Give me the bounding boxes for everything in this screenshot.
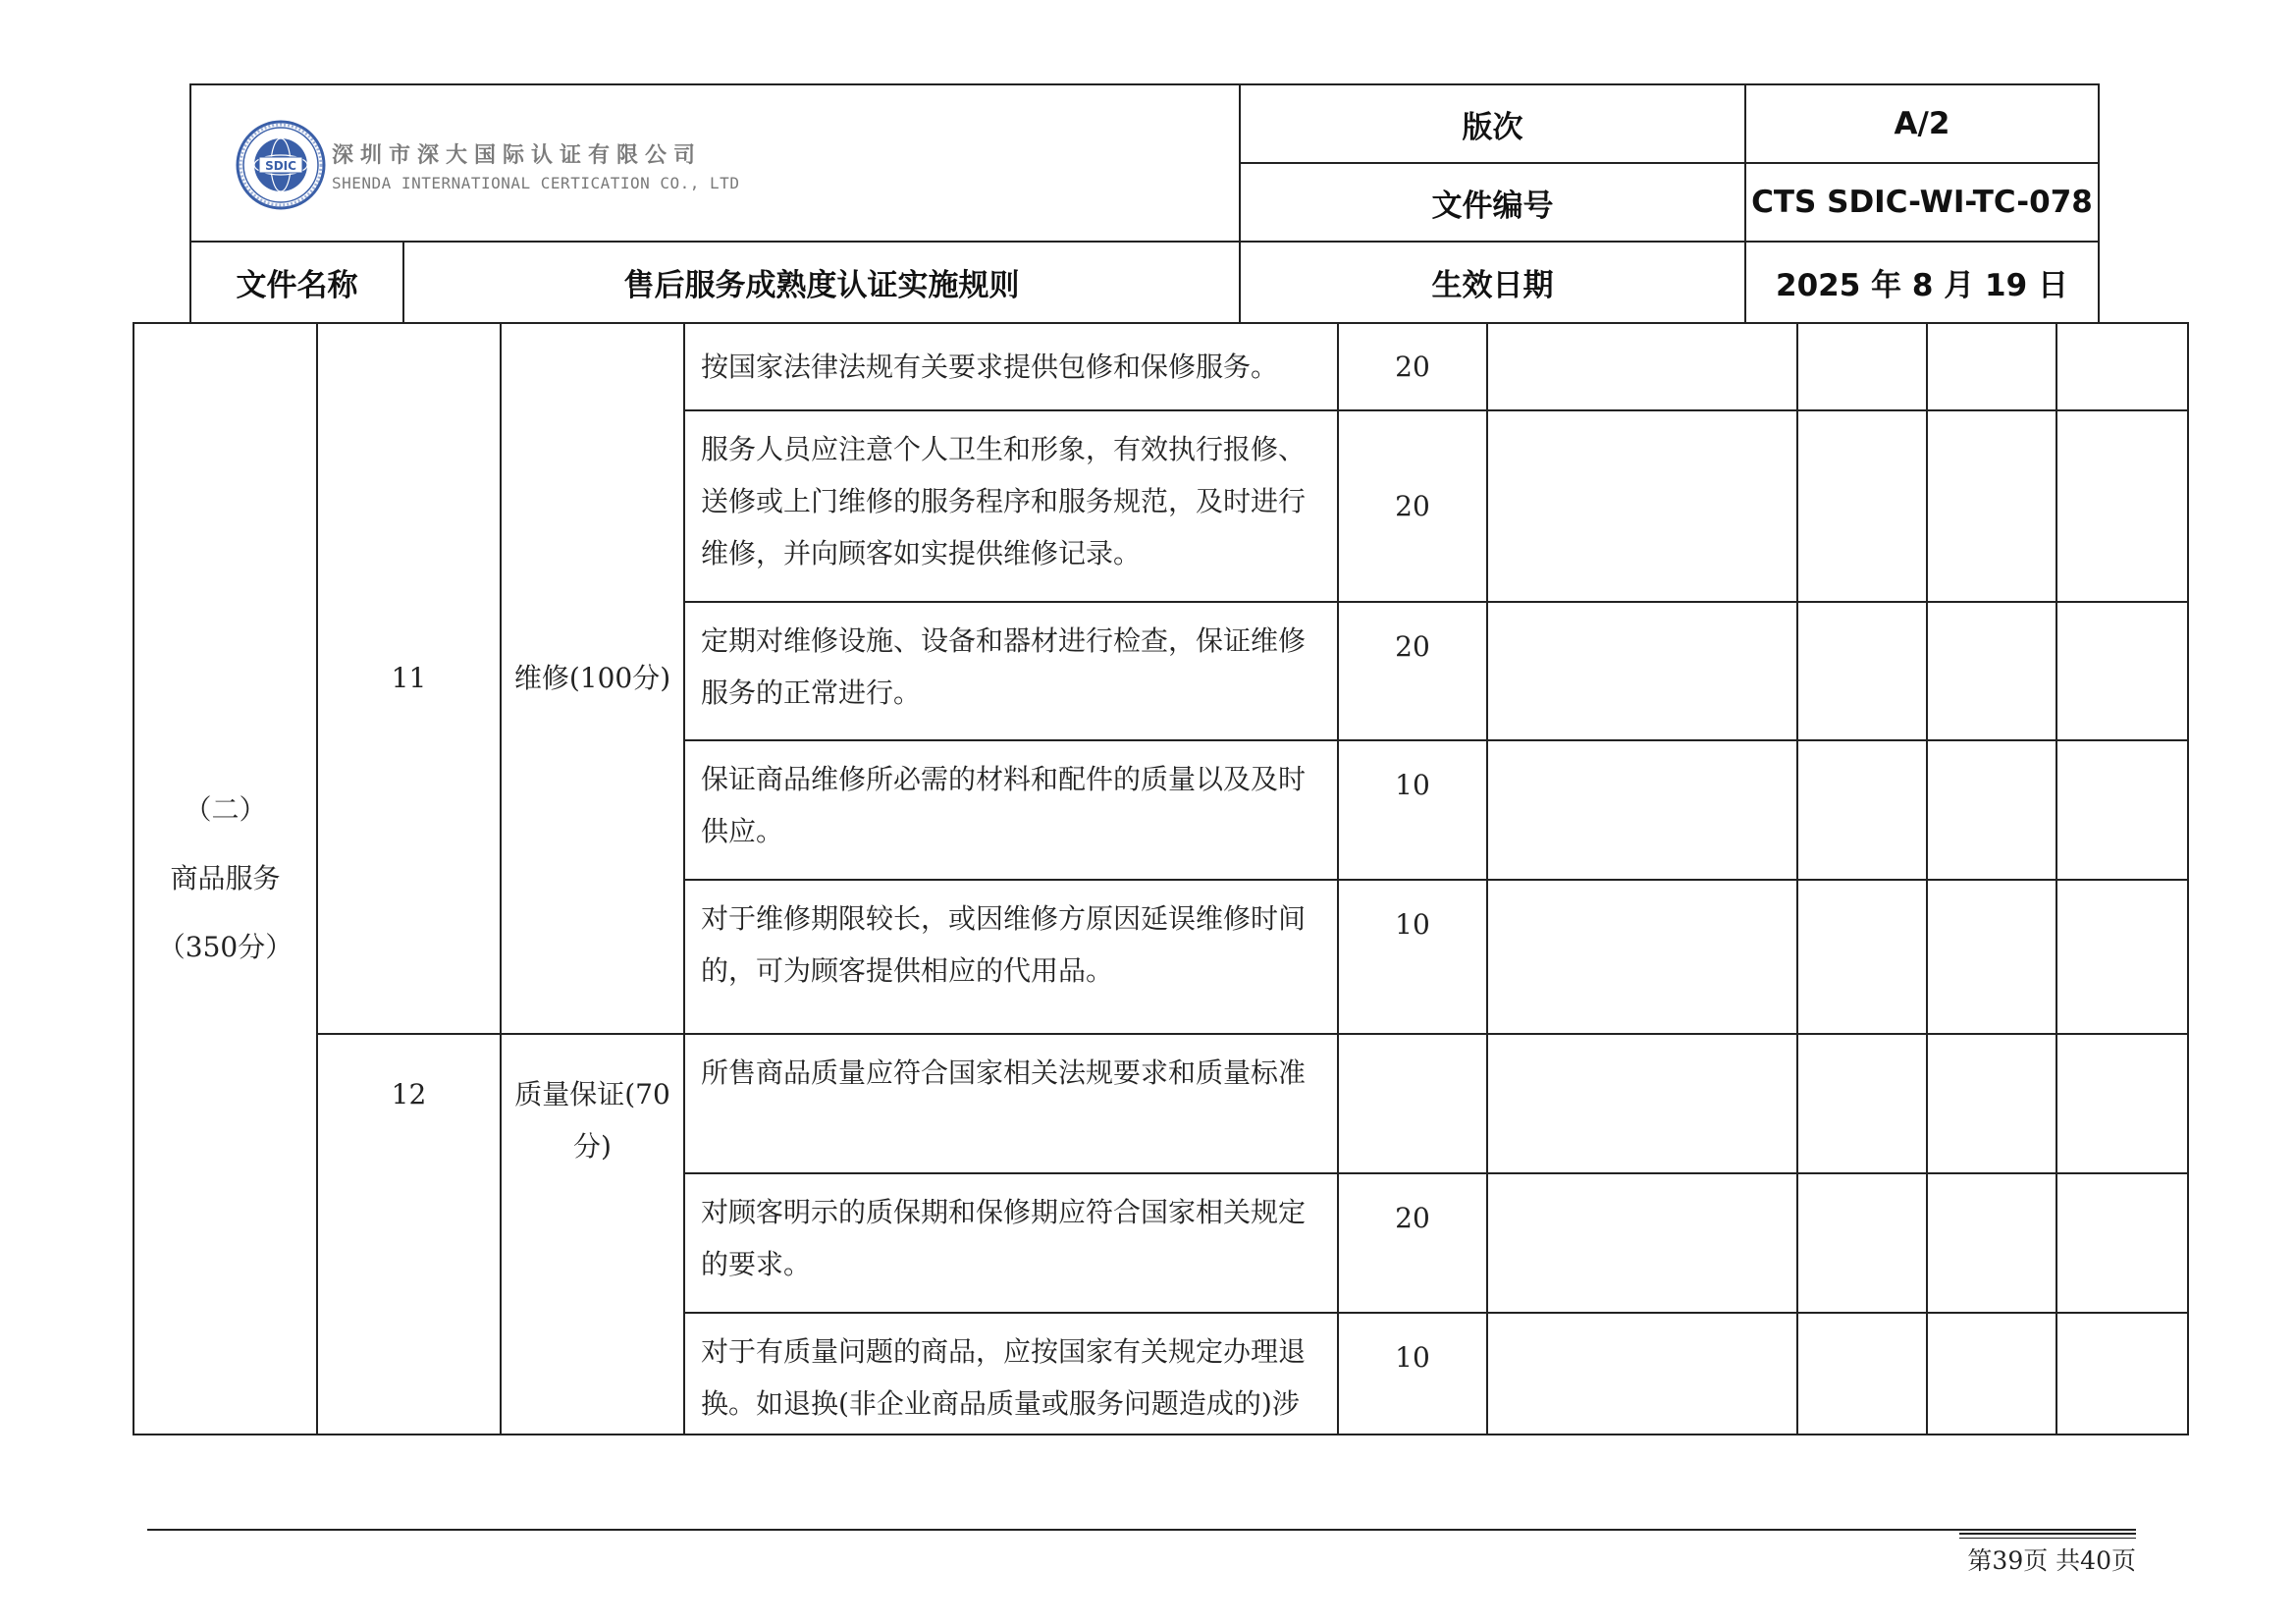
doc-number-label: 文件编号 — [1240, 163, 1745, 242]
company-logo — [236, 120, 739, 210]
blank-cell — [1487, 880, 1797, 1034]
table-row — [133, 323, 2188, 410]
effective-date-label: 生效日期 — [1240, 242, 1745, 323]
blank-cell — [2056, 740, 2188, 880]
company-name-en: SHENDA INTERNATIONAL CERTICATION CO., LTD — [332, 173, 740, 192]
blank-cell — [1797, 1034, 1927, 1173]
blank-cell — [2056, 1034, 2188, 1173]
blank-cell — [1487, 1034, 1797, 1173]
item-number: 12 — [317, 1034, 501, 1435]
requirement-text: 定期对维修设施、设备和器材进行检查，保证维修服务的正常进行。 — [684, 602, 1338, 740]
blank-cell — [2056, 410, 2188, 602]
category-points: （350分） — [157, 931, 294, 963]
requirement-text: 对顾客明示的质保期和保修期应符合国家相关规定的要求。 — [684, 1173, 1338, 1313]
requirement-text: 按国家法律法规有关要求提供包修和保修服务。 — [684, 323, 1338, 410]
blank-cell — [1487, 323, 1797, 410]
seal-abbr: SDIC — [265, 159, 296, 173]
table-row — [133, 1034, 2188, 1173]
item-number: 11 — [317, 323, 501, 1034]
blank-cell — [1487, 740, 1797, 880]
blank-cell — [1487, 1313, 1797, 1435]
blank-cell — [1797, 602, 1927, 740]
edition-value: A/2 — [1745, 84, 2099, 163]
score-value: 20 — [1338, 323, 1487, 410]
requirement-text: 保证商品维修所必需的材料和配件的质量以及及时供应。 — [684, 740, 1338, 880]
blank-cell — [1797, 1173, 1927, 1313]
blank-cell — [1927, 1173, 2056, 1313]
company-name-cn: 深圳市深大国际认证有限公司 — [332, 142, 703, 168]
blank-cell — [2056, 602, 2188, 740]
footer-rule — [147, 1529, 2136, 1531]
footer-double-rule-thin — [1959, 1538, 2136, 1539]
blank-cell — [1487, 1173, 1797, 1313]
item-name: 维修(100分) — [501, 323, 684, 1034]
requirement-text: 对于维修期限较长，或因维修方原因延误维修时间的，可为顾客提供相应的代用品。 — [684, 880, 1338, 1034]
blank-cell — [1797, 880, 1927, 1034]
requirement-text: 对于有质量问题的商品，应按国家有关规定办理退换。如退换(非企业商品质量或服务问题造成的)涉 — [684, 1313, 1338, 1435]
score-value: 20 — [1338, 602, 1487, 740]
blank-cell — [2056, 1313, 2188, 1435]
blank-cell — [1487, 602, 1797, 740]
score-value: 10 — [1338, 740, 1487, 880]
blank-cell — [1927, 410, 2056, 602]
blank-cell — [1797, 740, 1927, 880]
score-value: 10 — [1338, 880, 1487, 1034]
blank-cell — [1797, 323, 1927, 410]
blank-cell — [1797, 410, 1927, 602]
blank-cell — [2056, 323, 2188, 410]
blank-cell — [1927, 1313, 2056, 1435]
blank-cell — [2056, 880, 2188, 1034]
blank-cell — [1927, 602, 2056, 740]
score-value: 20 — [1338, 1173, 1487, 1313]
blank-cell — [1927, 323, 2056, 410]
score-value: 20 — [1338, 410, 1487, 602]
page-number: 第39页 共40页 — [1967, 1546, 2136, 1575]
score-value — [1338, 1034, 1487, 1173]
edition-label: 版次 — [1240, 84, 1745, 163]
criteria-table — [133, 322, 2189, 1435]
item-name: 质量保证(70分) — [501, 1034, 684, 1435]
company-seal-icon — [236, 120, 326, 210]
score-value: 10 — [1338, 1313, 1487, 1435]
footer-double-rule — [1959, 1533, 2136, 1535]
category-index: （二） — [184, 793, 267, 826]
category-cell — [133, 323, 317, 1435]
category-name: 商品服务 — [170, 862, 281, 894]
blank-cell — [1927, 740, 2056, 880]
doc-number-value: CTS SDIC-WI-TC-078 — [1745, 163, 2099, 242]
doc-name-value: 售后服务成熟度认证实施规则 — [403, 242, 1240, 323]
doc-name-label: 文件名称 — [190, 242, 403, 323]
blank-cell — [1927, 1034, 2056, 1173]
blank-cell — [1927, 880, 2056, 1034]
blank-cell — [1797, 1313, 1927, 1435]
blank-cell — [2056, 1173, 2188, 1313]
requirement-text: 所售商品质量应符合国家相关法规要求和质量标准 — [684, 1034, 1338, 1173]
blank-cell — [1487, 410, 1797, 602]
company-logo-cell — [190, 84, 1240, 242]
requirement-text: 服务人员应注意个人卫生和形象，有效执行报修、送修或上门维修的服务程序和服务规范，及时进行维修，并向顾客如实提供维修记录。 — [684, 410, 1338, 602]
effective-date-value: 2025 年 8 月 19 日 — [1745, 242, 2099, 323]
document-header — [189, 83, 2100, 324]
